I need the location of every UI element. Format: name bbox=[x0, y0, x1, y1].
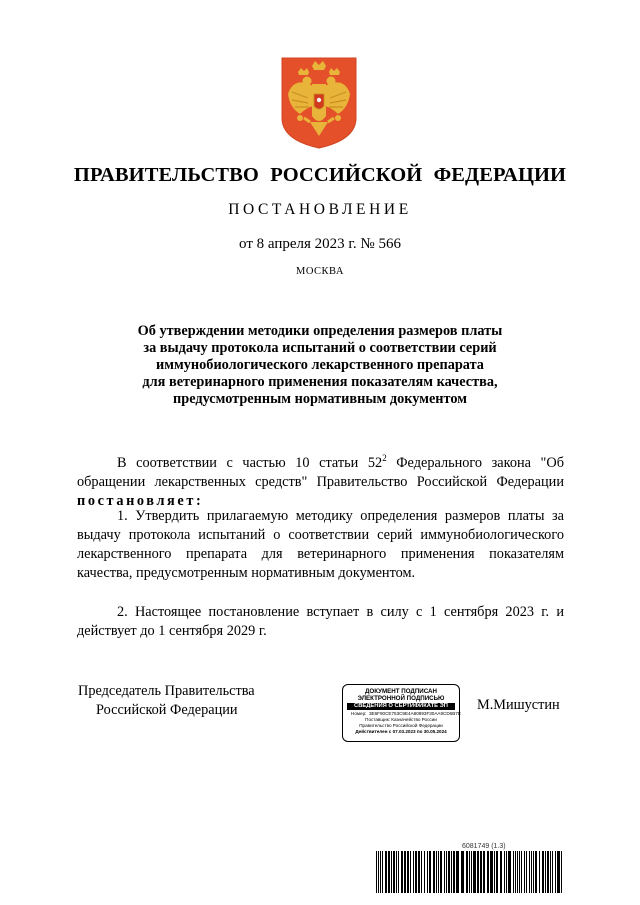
preamble-text: В соответствии с частью 10 статьи 52 bbox=[117, 454, 383, 471]
stamp-issuer: Поставщик: Казначейство России bbox=[365, 717, 437, 722]
preamble-paragraph bbox=[77, 449, 564, 511]
electronic-signature-stamp bbox=[342, 684, 460, 742]
subject-line: для ветеринарного применения показателям качества, bbox=[142, 374, 498, 390]
stamp-number-label: Номер: bbox=[351, 711, 367, 716]
position-line: Председатель Правительства bbox=[78, 683, 255, 699]
subject-line: предусмотренным нормативным документом bbox=[173, 391, 467, 407]
document-subject bbox=[100, 323, 540, 408]
preamble-text-cont: Федерального закона "Об обращении лекарственных средств" Правительство Российской Федерации bbox=[77, 454, 564, 490]
subject-line: Об утверждении методики определения размеров платы bbox=[137, 323, 503, 339]
article-superscript: 2 bbox=[382, 453, 387, 463]
clause-2-text: 2. Настоящее постановление вступает в силу с 1 сентября 2023 г. и действует до 1 сентября 2029 г. bbox=[77, 604, 564, 639]
clause-1-text: 1. Утвердить прилагаемую методику определения размеров платы за выдачу протокола испытаний о соответствии серий иммунобиологического лекарственного препарата для ветеринарного применения показателям качества, предусмотренным нормативным документом. bbox=[77, 508, 564, 581]
barcode-icon bbox=[376, 851, 564, 893]
decree-word: постановляет: bbox=[77, 492, 204, 509]
position-line: Российской Федерации bbox=[96, 702, 238, 718]
clause-1-paragraph bbox=[77, 507, 564, 583]
signatory-position bbox=[78, 682, 255, 720]
document-city: МОСКВА bbox=[296, 266, 344, 277]
stamp-heading: ДОКУМЕНТ ПОДПИСАН bbox=[365, 688, 437, 695]
government-title: ПРАВИТЕЛЬСТВО РОССИЙСКОЙ ФЕДЕРАЦИИ bbox=[73, 164, 567, 186]
subject-line: иммунобиологического лекарственного препарата bbox=[156, 357, 484, 373]
subject-line: за выдачу протокола испытаний о соответствии серий bbox=[143, 340, 497, 356]
stamp-validity: Действителен с 07.03.2023 по 30.05.2024 bbox=[355, 729, 447, 734]
document-type: ПОСТАНОВЛЕНИЕ bbox=[228, 201, 412, 218]
clause-2-paragraph bbox=[77, 603, 564, 641]
stamp-number: 3E6F90CE753C9E4A80993F30AA9CD6B7E bbox=[368, 711, 461, 716]
barcode-number: 6081749 (1.3) bbox=[462, 843, 506, 850]
stamp-heading: ЭЛЕКТРОННОЙ ПОДПИСЬЮ bbox=[357, 695, 445, 702]
coat-of-arms-icon bbox=[280, 56, 358, 150]
signatory-name: М.Мишустин bbox=[477, 697, 560, 713]
document-date-number: от 8 апреля 2023 г. № 566 bbox=[239, 236, 401, 252]
stamp-owner: Правительство Российской Федерации bbox=[359, 723, 443, 728]
stamp-certificate-bar: СВЕДЕНИЯ О СЕРТИФИКАТЕ ЭП bbox=[347, 703, 455, 710]
